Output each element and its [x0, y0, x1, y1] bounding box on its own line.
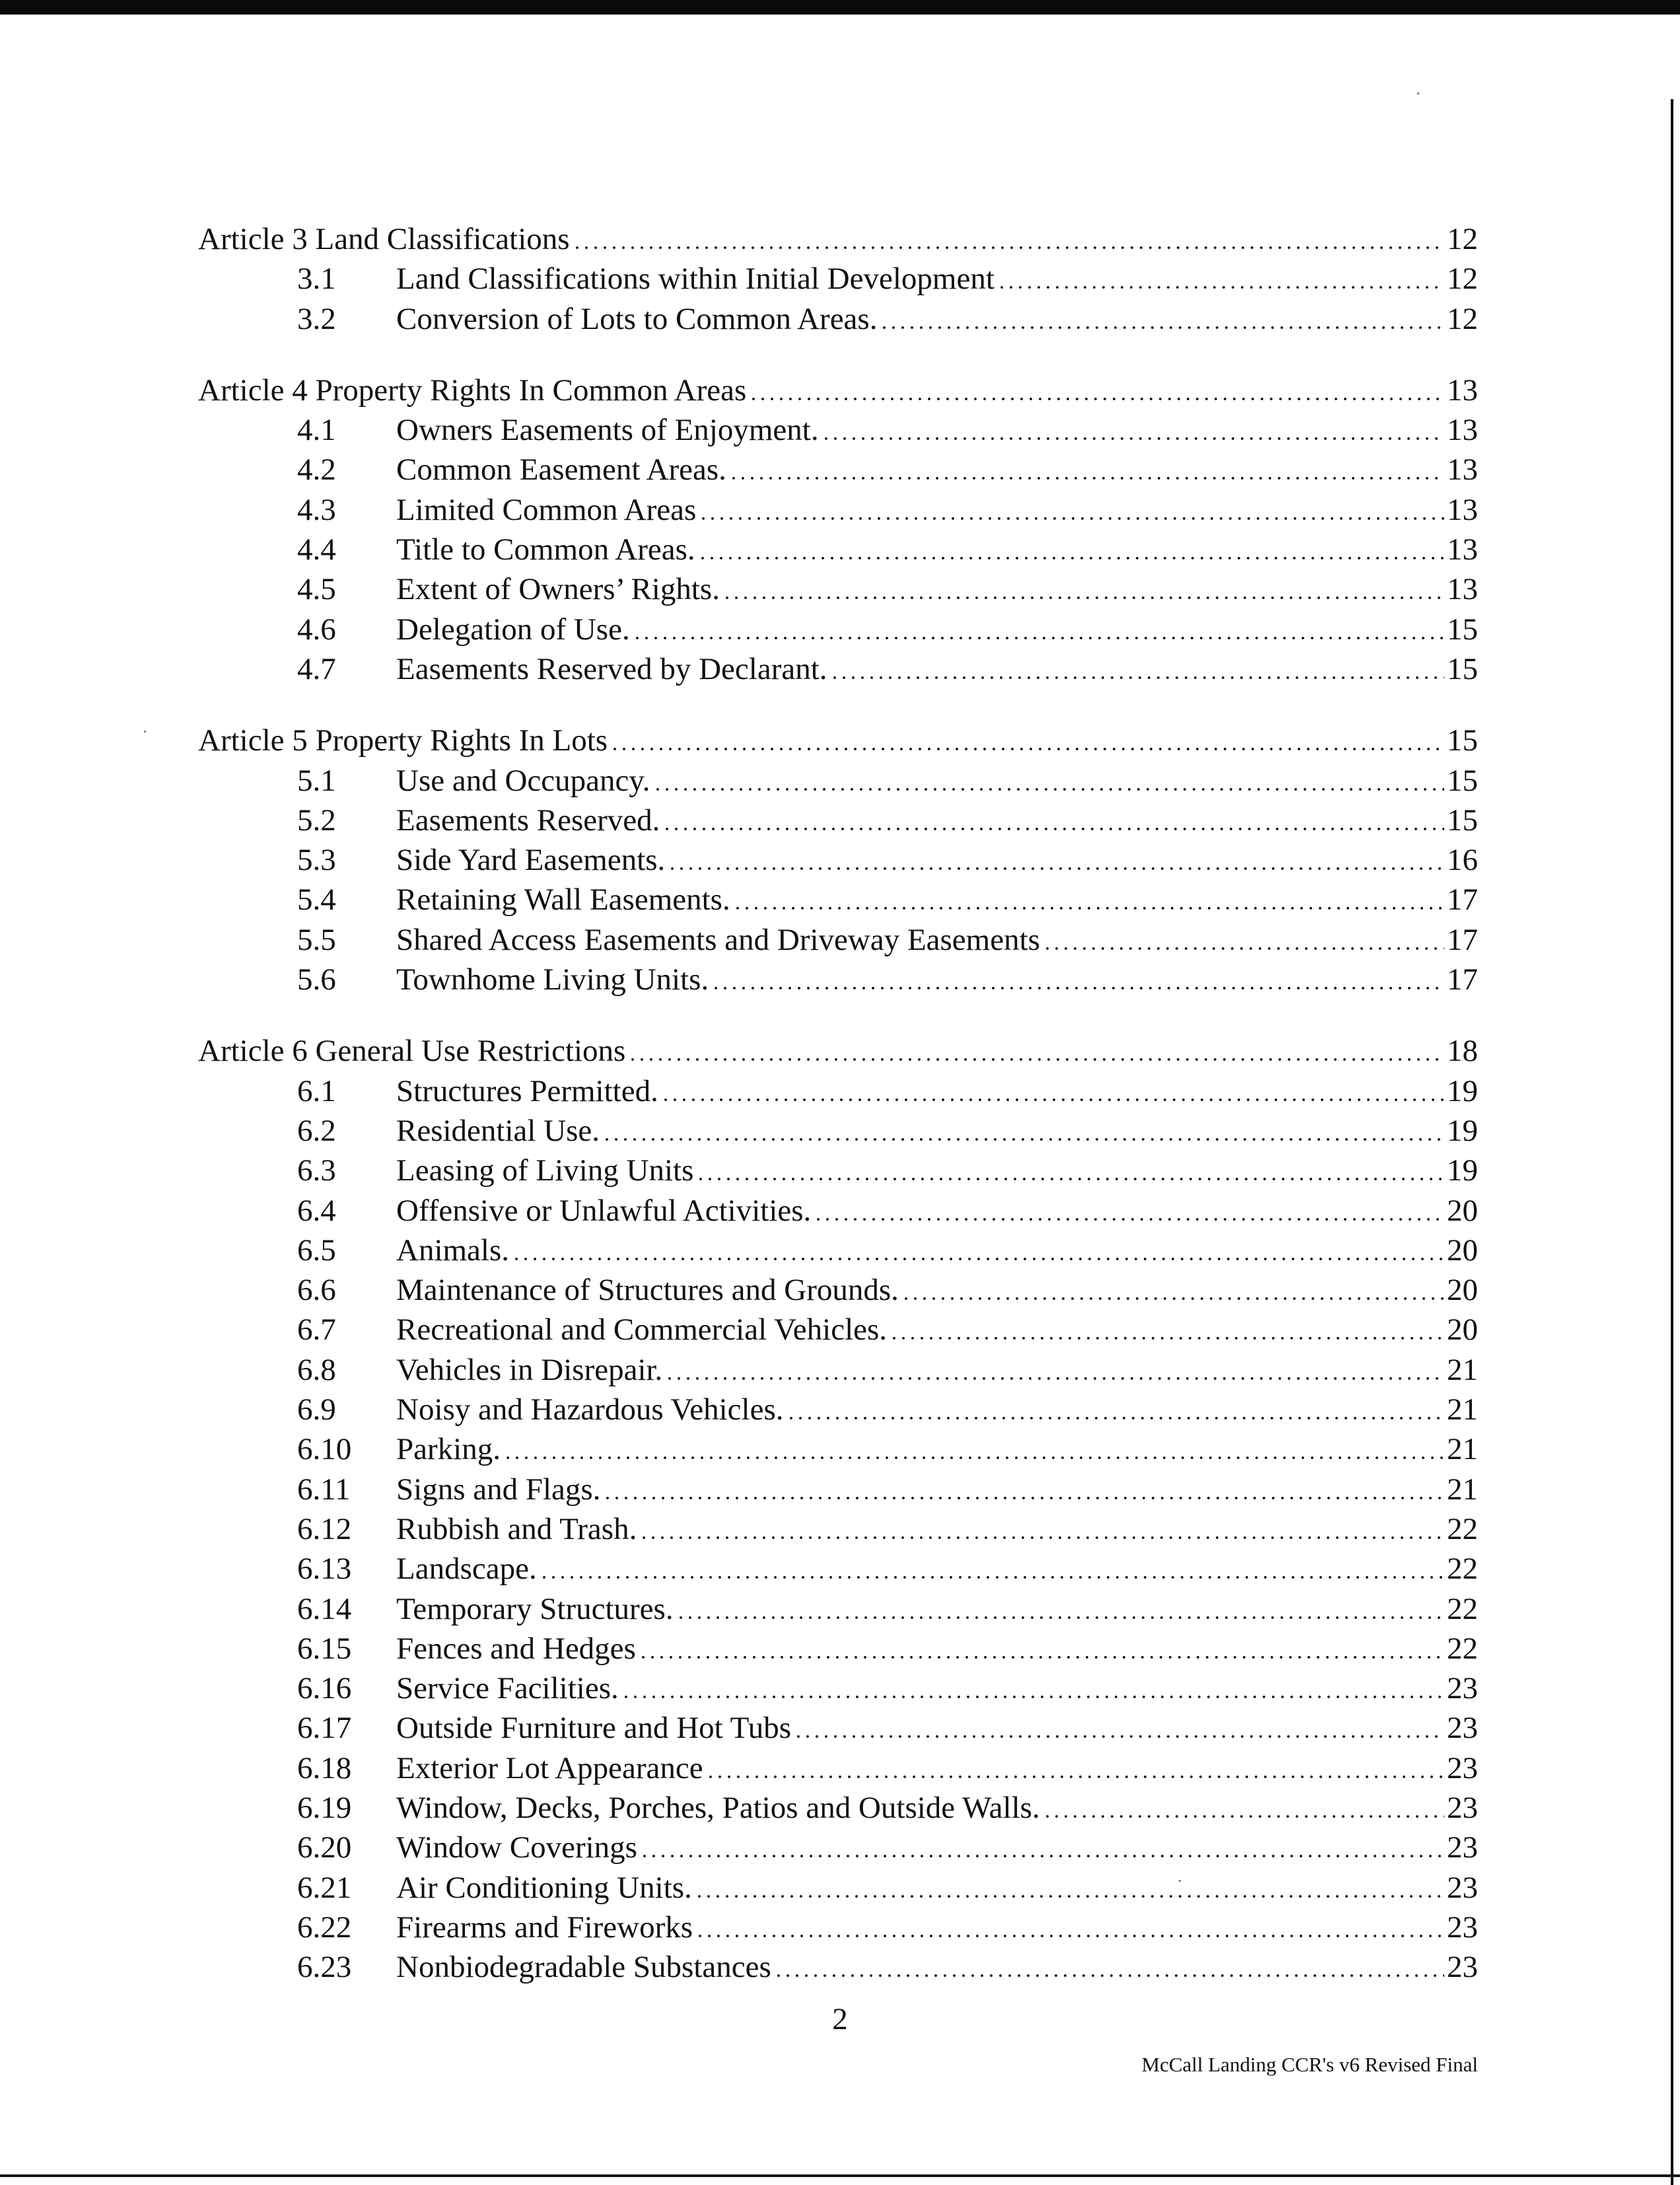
page-ref: 16 — [1447, 843, 1478, 878]
page-ref: 23 — [1447, 1870, 1478, 1905]
entry-title: Common Easement Areas. — [396, 452, 726, 487]
page-ref: 15 — [1447, 763, 1478, 798]
dot-leader — [699, 517, 1444, 520]
page-number: 2 — [832, 2002, 848, 2036]
dot-leader — [1043, 947, 1444, 950]
entry-title: Offensive or Unlawful Activities. — [396, 1193, 812, 1228]
toc-entry — [198, 1947, 1478, 1987]
dot-leader — [668, 867, 1444, 870]
entry-title: Shared Access Easements and Driveway Easements — [396, 922, 1040, 957]
toc-entry — [198, 450, 1478, 489]
page-ref: 15 — [1447, 803, 1478, 838]
section-number: 6.9 — [297, 1392, 336, 1427]
section-number: 6.12 — [297, 1511, 352, 1546]
toc-entry — [198, 1509, 1478, 1549]
page-ref: 23 — [1447, 1910, 1478, 1945]
page-ref: 12 — [1447, 222, 1478, 256]
toc-entry — [198, 1151, 1478, 1190]
page-ref: 17 — [1447, 922, 1478, 957]
toc-entry — [198, 1350, 1478, 1390]
page-ref: 19 — [1447, 1153, 1478, 1188]
section-number: 3.1 — [297, 262, 336, 297]
dot-leader — [729, 477, 1444, 480]
dot-leader — [696, 1178, 1444, 1180]
page-ref: 23 — [1447, 1950, 1478, 1985]
section-number: 6.21 — [297, 1870, 352, 1905]
article-section — [198, 1031, 1478, 1987]
scan-border-right — [1671, 99, 1673, 2185]
page-ref: 23 — [1447, 1711, 1478, 1746]
entry-title: Rubbish and Trash. — [396, 1511, 637, 1546]
entry-title: Retaining Wall Easements. — [396, 882, 730, 917]
section-number: 4.6 — [297, 612, 336, 647]
toc-entry — [198, 880, 1478, 919]
dot-leader — [749, 398, 1444, 400]
toc-entry — [198, 1549, 1478, 1589]
dot-leader — [540, 1576, 1444, 1579]
toc-entry — [198, 1748, 1478, 1788]
toc-entry — [198, 530, 1478, 569]
entry-title: Limited Common Areas — [396, 492, 697, 527]
section-number: 6.15 — [297, 1631, 352, 1666]
dot-leader — [603, 1497, 1444, 1499]
section-number: 3.2 — [297, 301, 336, 336]
page-ref: 20 — [1447, 1233, 1478, 1268]
entry-title: Land Classifications within Initial Development — [396, 262, 995, 297]
page-ref: 20 — [1447, 1273, 1478, 1308]
article-heading — [198, 721, 1478, 760]
dot-leader — [640, 1855, 1444, 1857]
toc-entry — [198, 1191, 1478, 1231]
dot-leader — [997, 286, 1444, 289]
entry-title: Vehicles in Disrepair. — [396, 1352, 663, 1387]
entry-title: Structures Permitted. — [396, 1073, 658, 1108]
dot-leader — [602, 1138, 1444, 1141]
page-ref: 23 — [1447, 1671, 1478, 1706]
toc-entry — [198, 1111, 1478, 1151]
entry-title: Air Conditioning Units. — [396, 1870, 692, 1905]
toc-entry — [198, 1589, 1478, 1629]
entry-title: Signs and Flags. — [396, 1472, 601, 1507]
toc-entry — [198, 840, 1478, 880]
toc-entry — [198, 610, 1478, 649]
dot-leader — [695, 1935, 1444, 1937]
dot-leader — [733, 907, 1444, 910]
page-ref: 13 — [1447, 492, 1478, 527]
page-ref: 23 — [1447, 1830, 1478, 1865]
section-number: 6.8 — [297, 1352, 336, 1387]
dot-leader — [695, 1895, 1444, 1898]
dot-leader — [890, 1337, 1444, 1340]
section-number: 6.14 — [297, 1591, 352, 1626]
section-number: 5.4 — [297, 882, 336, 917]
page-ref: 22 — [1447, 1591, 1478, 1626]
page-ref: 18 — [1447, 1034, 1478, 1069]
scan-speck — [1417, 92, 1419, 94]
dot-leader — [621, 1696, 1444, 1698]
entry-title: Nonbiodegradable Substances — [396, 1950, 771, 1985]
document-footer: McCall Landing CCR's v6 Revised Final — [1141, 2053, 1478, 2076]
page-ref: 13 — [1447, 572, 1478, 607]
page-ref: 13 — [1447, 452, 1478, 487]
toc-entry — [198, 960, 1478, 999]
toc-entry — [198, 1908, 1478, 1947]
entry-title: Window, Decks, Porches, Patios and Outside Walls. — [396, 1790, 1040, 1825]
entry-title: Noisy and Hazardous Vehicles. — [396, 1392, 784, 1427]
toc-entry — [198, 1071, 1478, 1111]
section-number: 6.17 — [297, 1711, 352, 1746]
section-number: 6.22 — [297, 1910, 352, 1945]
page-ref: 17 — [1447, 962, 1478, 997]
dot-leader — [665, 1377, 1444, 1380]
section-number: 5.3 — [297, 843, 336, 878]
section-number: 5.6 — [297, 962, 336, 997]
section-number: 6.11 — [297, 1472, 351, 1507]
page-ref: 21 — [1447, 1432, 1478, 1467]
entry-title: Townhome Living Units. — [396, 962, 709, 997]
toc-entry — [198, 569, 1478, 609]
section-number: 4.5 — [297, 572, 336, 607]
dot-leader — [639, 1536, 1444, 1539]
dot-leader — [901, 1297, 1444, 1300]
toc-entry — [198, 1629, 1478, 1668]
dot-leader — [711, 987, 1444, 989]
dot-leader — [610, 748, 1444, 750]
dot-leader — [639, 1656, 1444, 1659]
section-number: 6.7 — [297, 1312, 336, 1347]
section-number: 4.1 — [297, 413, 336, 448]
section-number: 5.1 — [297, 763, 336, 798]
entry-title: Landscape. — [396, 1552, 537, 1587]
entry-title: Delegation of Use. — [396, 612, 630, 647]
section-number: 6.5 — [297, 1233, 336, 1268]
page-ref: 13 — [1447, 413, 1478, 448]
toc-entry — [198, 801, 1478, 840]
section-number: 6.13 — [297, 1552, 352, 1587]
toc-entry — [198, 649, 1478, 689]
page-ref: 13 — [1447, 532, 1478, 567]
entry-title: Recreational and Commercial Vehicles. — [396, 1312, 888, 1347]
toc-entry — [198, 920, 1478, 960]
dot-leader — [787, 1417, 1445, 1419]
section-number: 4.4 — [297, 532, 336, 567]
section-number: 6.6 — [297, 1273, 336, 1308]
page-ref: 20 — [1447, 1312, 1478, 1347]
entry-title: Temporary Structures. — [396, 1591, 674, 1626]
dot-leader — [706, 1775, 1444, 1778]
entry-title: Title to Common Areas. — [396, 532, 695, 567]
page-ref: 22 — [1447, 1511, 1478, 1546]
dot-leader — [814, 1218, 1444, 1221]
page-ref: 15 — [1447, 723, 1478, 758]
page-ref: 22 — [1447, 1631, 1478, 1666]
page-ref: 19 — [1447, 1073, 1478, 1108]
entry-title: Outside Furniture and Hot Tubs — [396, 1711, 791, 1746]
section-number: 5.5 — [297, 922, 336, 957]
dot-leader — [698, 557, 1444, 559]
entry-title: Conversion of Lots to Common Areas. — [396, 301, 878, 336]
section-number: 6.16 — [297, 1671, 352, 1706]
toc-entry — [198, 259, 1478, 299]
dot-leader — [662, 828, 1444, 830]
toc-entry — [198, 1270, 1478, 1310]
toc-entry — [198, 1868, 1478, 1908]
toc-entry — [198, 1708, 1478, 1748]
toc-entry — [198, 299, 1478, 339]
article-heading — [198, 371, 1478, 410]
section-number: 6.23 — [297, 1950, 352, 1985]
dot-leader — [822, 437, 1444, 440]
section-number: 6.3 — [297, 1153, 336, 1188]
toc-entry — [198, 1788, 1478, 1828]
toc-entry — [198, 1828, 1478, 1867]
scan-border-top — [0, 0, 1680, 15]
section-number: 6.18 — [297, 1750, 352, 1785]
toc-entry — [198, 1310, 1478, 1349]
page-ref: 21 — [1447, 1392, 1478, 1427]
entry-title: Parking. — [396, 1432, 501, 1467]
entry-title: Residential Use. — [396, 1113, 600, 1148]
page-ref: 22 — [1447, 1552, 1478, 1587]
article-section — [198, 371, 1478, 689]
page-ref: 15 — [1447, 651, 1478, 686]
section-number: 4.3 — [297, 492, 336, 527]
entry-title: Article 3 Land Classifications — [198, 222, 570, 256]
toc-entry — [198, 1668, 1478, 1708]
entry-title: Use and Occupancy. — [396, 763, 650, 798]
page-ref: 12 — [1447, 262, 1478, 297]
article-heading — [198, 219, 1478, 259]
scan-speck — [144, 731, 146, 733]
page-ref: 12 — [1447, 301, 1478, 336]
entry-title: Side Yard Easements. — [396, 843, 666, 878]
entry-title: Leasing of Living Units — [396, 1153, 694, 1188]
page-ref: 19 — [1447, 1113, 1478, 1148]
toc-entry — [198, 1231, 1478, 1270]
dot-leader — [633, 637, 1444, 639]
scan-border-bottom — [0, 2174, 1680, 2177]
dot-leader — [653, 788, 1444, 791]
entry-title: Article 6 General Use Restrictions — [198, 1034, 626, 1069]
page-ref: 21 — [1447, 1472, 1478, 1507]
entry-title: Firearms and Fireworks — [396, 1910, 693, 1945]
table-of-contents — [198, 219, 1478, 2019]
page-ref: 15 — [1447, 612, 1478, 647]
entry-title: Extent of Owners’ Rights. — [396, 572, 720, 607]
toc-entry — [198, 1390, 1478, 1429]
toc-entry — [198, 1470, 1478, 1509]
page-ref: 20 — [1447, 1193, 1478, 1228]
page-ref: 17 — [1447, 882, 1478, 917]
section-number: 6.1 — [297, 1073, 336, 1108]
entry-title: Exterior Lot Appearance — [396, 1750, 703, 1785]
page-ref: 23 — [1447, 1750, 1478, 1785]
dot-leader — [880, 326, 1444, 329]
article-heading — [198, 1031, 1478, 1071]
entry-title: Easements Reserved. — [396, 803, 660, 838]
dot-leader — [774, 1974, 1444, 1977]
toc-entry — [198, 490, 1478, 530]
dot-leader — [830, 676, 1444, 679]
section-number: 6.10 — [297, 1432, 352, 1467]
toc-entry — [198, 761, 1478, 801]
dot-leader — [794, 1735, 1444, 1738]
dot-leader — [512, 1258, 1444, 1260]
section-number: 6.4 — [297, 1193, 336, 1228]
section-number: 4.2 — [297, 452, 336, 487]
dot-leader — [503, 1456, 1444, 1459]
entry-title: Service Facilities. — [396, 1671, 619, 1706]
dot-leader — [661, 1098, 1444, 1101]
section-number: 6.20 — [297, 1830, 352, 1865]
entry-title: Fences and Hedges — [396, 1631, 636, 1666]
article-section — [198, 219, 1478, 339]
page-ref: 23 — [1447, 1790, 1478, 1825]
page-ref: 21 — [1447, 1352, 1478, 1387]
entry-title: Animals. — [396, 1233, 510, 1268]
section-number: 5.2 — [297, 803, 336, 838]
entry-title: Easements Reserved by Declarant. — [396, 651, 827, 686]
dot-leader — [573, 246, 1444, 249]
toc-entry — [198, 1429, 1478, 1469]
entry-title: Window Coverings — [396, 1830, 637, 1865]
article-section — [198, 721, 1478, 999]
section-number: 4.7 — [297, 651, 336, 686]
section-number: 6.19 — [297, 1790, 352, 1825]
entry-title: Maintenance of Structures and Grounds. — [396, 1273, 899, 1308]
dot-leader — [722, 596, 1444, 599]
dot-leader — [1043, 1815, 1444, 1818]
page-ref: 13 — [1447, 373, 1478, 408]
dot-leader — [676, 1616, 1444, 1619]
entry-title: Article 5 Property Rights In Lots — [198, 723, 608, 758]
entry-title: Owners Easements of Enjoyment. — [396, 413, 819, 448]
section-number: 6.2 — [297, 1113, 336, 1148]
dot-leader — [628, 1058, 1444, 1061]
entry-title: Article 4 Property Rights In Common Areas — [198, 373, 747, 408]
toc-entry — [198, 410, 1478, 450]
